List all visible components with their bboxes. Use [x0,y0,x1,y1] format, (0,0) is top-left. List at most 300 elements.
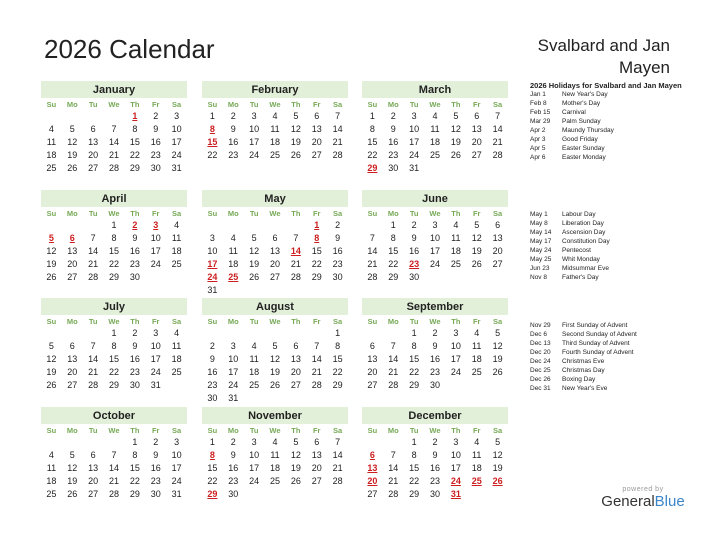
footer-brand[interactable] [588,486,698,510]
day-cell: 24 [249,150,260,160]
day-cell: 16 [409,246,420,256]
day-cell: 29 [311,272,322,282]
day-cell: 18 [450,246,461,256]
empty-cell [62,219,83,232]
day-cell: 9 [153,124,159,134]
day-cell: 14 [290,246,301,256]
weekday-label: Fr [312,426,321,435]
brand-blue: Blue [654,493,685,510]
empty-cell [145,271,166,284]
empty-cell [362,327,383,340]
month-days [202,424,348,501]
empty-cell [202,219,223,232]
day-cell: 17 [171,463,182,473]
holiday-row [530,264,705,273]
day-cell: 20 [88,476,99,486]
day-cell: 11 [430,124,440,134]
month-november [202,407,348,501]
holiday-row [530,375,705,384]
day-cell: 14 [88,246,99,256]
day-cell: 25 [450,259,461,269]
weekday-label: Th [451,317,461,326]
empty-cell [62,110,83,123]
holiday-date: Feb 15 [530,109,551,116]
holiday-date: May 1 [530,211,548,218]
weekday-label: Sa [171,317,182,326]
day-cell: 17 [150,246,161,256]
day-cell: 7 [390,450,396,460]
empty-cell [41,327,62,340]
empty-cell [306,284,327,297]
day-cell: 26 [67,489,78,499]
empty-cell [244,392,265,405]
day-cell: 17 [171,137,182,147]
empty-cell [383,327,404,340]
holiday-row [530,108,705,117]
day-cell: 27 [492,259,503,269]
weekday-label: Su [46,100,57,109]
day-cell: 26 [46,272,57,282]
empty-cell [327,392,348,405]
empty-cell [285,327,306,340]
day-cell: 9 [230,450,236,460]
day-cell: 15 [207,137,218,147]
weekday-label: Th [291,317,301,326]
day-cell: 24 [228,380,239,390]
month-header: April [41,190,187,207]
holiday-row [530,366,705,375]
day-cell: 5 [495,437,501,447]
day-cell: 28 [388,380,399,390]
weekday-label: Mo [227,209,239,218]
day-cell: 2 [153,111,159,121]
weekday-label: Sa [492,317,503,326]
day-cell: 20 [88,150,99,160]
day-cell: 26 [492,476,503,486]
day-cell: 9 [209,354,215,364]
weekday-label: We [269,209,281,218]
day-cell: 18 [429,137,440,147]
day-cell: 5 [48,341,54,351]
empty-cell [425,271,446,284]
day-cell: 16 [429,463,440,473]
holiday-row [530,348,705,357]
weekday-label: Fr [151,426,160,435]
day-cell: 10 [207,246,218,256]
day-cell: 13 [88,137,99,147]
day-cell: 18 [228,259,239,269]
day-cell: 23 [429,476,440,486]
holiday-row [530,246,705,255]
empty-cell [487,271,508,284]
day-cell: 20 [367,367,378,377]
weekday-label: We [108,100,120,109]
empty-cell [83,219,104,232]
holiday-date: Jun 23 [530,265,550,272]
day-cell: 7 [335,437,341,447]
day-cell: 30 [129,380,140,390]
day-cell: 29 [409,380,420,390]
holiday-row [530,330,705,339]
day-cell: 11 [171,341,182,351]
holiday-row [530,210,705,219]
day-cell: 24 [171,150,182,160]
weekday-label: Th [291,209,301,218]
day-cell: 10 [249,450,260,460]
day-cell: 26 [269,380,280,390]
day-cell: 23 [129,259,140,269]
day-cell: 29 [409,489,420,499]
day-cell: 15 [409,354,420,364]
day-cell: 21 [492,137,503,147]
day-cell: 27 [67,272,78,282]
day-cell: 27 [367,489,378,499]
day-cell: 4 [174,220,180,230]
weekday-label: Tu [249,209,259,218]
weekday-label: Tu [409,317,419,326]
weekday-label: Mo [387,100,399,109]
weekday-label: Fr [312,209,321,218]
holiday-row [530,90,705,99]
day-cell: 3 [153,328,159,338]
empty-cell [265,327,286,340]
day-cell: 6 [369,341,375,351]
day-cell: 14 [108,137,119,147]
weekday-label: Mo [387,426,399,435]
day-cell: 13 [367,463,378,473]
day-cell: 31 [171,489,182,499]
day-cell: 11 [228,246,238,256]
month-april [41,190,187,284]
day-cell: 21 [108,150,119,160]
weekday-label: Th [130,100,140,109]
holiday-date: Dec 20 [530,349,551,356]
day-cell: 28 [88,380,99,390]
day-cell: 1 [411,328,417,338]
day-cell: 23 [429,367,440,377]
day-cell: 3 [153,220,159,230]
day-cell: 1 [390,220,396,230]
holiday-date: Dec 6 [530,331,547,338]
day-cell: 24 [249,476,260,486]
weekday-label: We [429,100,441,109]
day-cell: 19 [492,463,503,473]
weekday-label: We [269,100,281,109]
day-cell: 9 [432,341,438,351]
day-cell: 12 [67,463,78,473]
day-cell: 28 [492,150,503,160]
day-cell: 11 [46,137,57,147]
holiday-row [530,357,705,366]
day-cell: 5 [453,111,459,121]
weekday-label: Th [130,209,140,218]
day-cell: 24 [409,150,420,160]
day-cell: 10 [450,341,461,351]
weekday-label: We [108,209,120,218]
day-cell: 6 [293,341,299,351]
day-cell: 10 [171,124,182,134]
weekday-label: Mo [66,426,78,435]
day-cell: 20 [311,463,322,473]
day-cell: 25 [471,367,482,377]
day-cell: 6 [90,450,96,460]
day-cell: 9 [432,450,438,460]
day-cell: 23 [228,150,239,160]
day-cell: 22 [108,259,119,269]
holiday-date: May 8 [530,220,548,227]
weekday-label: Tu [88,100,98,109]
day-cell: 8 [111,341,117,351]
day-cell: 20 [492,246,503,256]
day-cell: 28 [88,272,99,282]
day-cell: 15 [129,137,140,147]
day-cell: 28 [290,272,301,282]
day-cell: 17 [228,367,239,377]
day-cell: 15 [207,463,218,473]
day-cell: 3 [230,341,236,351]
day-cell: 12 [249,246,260,256]
day-cell: 16 [129,354,140,364]
day-cell: 22 [409,367,420,377]
day-cell: 12 [471,233,482,243]
day-cell: 17 [429,246,440,256]
day-cell: 2 [335,220,341,230]
weekday-label: Mo [227,426,239,435]
empty-cell [487,488,508,501]
holiday-row [530,321,705,330]
empty-cell [41,436,62,449]
day-cell: 18 [269,463,280,473]
day-cell: 25 [46,489,57,499]
empty-cell [104,436,125,449]
month-days [41,424,187,501]
month-days [41,98,187,175]
empty-cell [83,327,104,340]
day-cell: 2 [411,220,417,230]
day-cell: 29 [332,380,343,390]
weekday-label: We [108,426,120,435]
day-cell: 18 [249,367,260,377]
day-cell: 23 [207,380,218,390]
day-cell: 5 [48,233,54,243]
day-cell: 15 [129,463,140,473]
day-cell: 19 [450,137,461,147]
weekday-label: Sa [332,426,343,435]
day-cell: 11 [171,233,182,243]
empty-cell [166,271,187,284]
weekday-label: Mo [227,100,239,109]
holiday-name: Pentecost [562,247,591,254]
holiday-group [530,81,705,162]
day-cell: 3 [251,111,257,121]
day-cell: 19 [492,354,503,364]
day-cell: 30 [228,489,239,499]
day-cell: 13 [311,124,322,134]
weekday-label: Fr [312,317,321,326]
day-cell: 2 [132,220,138,230]
day-cell: 24 [150,259,161,269]
day-cell: 8 [132,450,138,460]
day-cell: 29 [129,489,140,499]
brand-logo [588,493,698,510]
day-cell: 31 [228,393,239,403]
day-cell: 21 [88,259,99,269]
day-cell: 25 [249,380,260,390]
holiday-name: Third Sunday of Advent [562,340,630,347]
day-cell: 4 [251,341,257,351]
day-cell: 10 [228,354,239,364]
empty-cell [362,219,383,232]
day-cell: 26 [290,476,301,486]
day-cell: 18 [171,354,182,364]
day-cell: 20 [290,367,301,377]
day-cell: 17 [150,354,161,364]
day-cell: 31 [450,489,461,499]
day-cell: 10 [150,341,161,351]
day-cell: 8 [132,124,138,134]
weekday-label: Su [367,100,378,109]
empty-cell [202,327,223,340]
day-cell: 8 [209,124,215,134]
day-cell: 5 [474,220,480,230]
empty-cell [244,488,265,501]
month-header: September [362,298,508,315]
weekday-label: Th [130,426,140,435]
day-cell: 9 [390,124,396,134]
month-header: March [362,81,508,98]
day-cell: 25 [228,272,239,282]
day-cell: 22 [129,476,140,486]
day-cell: 10 [450,450,461,460]
weekday-label: Su [207,426,218,435]
day-cell: 25 [471,476,482,486]
weekday-label: Su [207,317,218,326]
day-cell: 6 [314,437,320,447]
day-cell: 5 [293,111,299,121]
day-cell: 13 [471,124,482,134]
day-cell: 19 [290,463,301,473]
holiday-group [530,321,705,393]
day-cell: 22 [367,150,378,160]
day-cell: 28 [388,489,399,499]
region-name: Svalbard and Jan Mayen [537,36,670,77]
day-cell: 8 [209,450,215,460]
empty-cell [306,392,327,405]
day-cell: 7 [90,233,96,243]
day-cell: 14 [388,463,399,473]
day-cell: 20 [311,137,322,147]
holiday-name: Labour Day [562,211,596,218]
empty-cell [244,327,265,340]
empty-cell [41,110,62,123]
day-cell: 21 [332,137,343,147]
day-cell: 14 [367,246,378,256]
holiday-heading: 2026 Holidays for Svalbard and Jan Mayen [530,81,682,90]
month-september [362,298,508,392]
day-cell: 7 [314,341,320,351]
empty-cell [265,392,286,405]
month-days [362,315,508,392]
weekday-label: Sa [171,426,182,435]
holiday-date: Apr 6 [530,154,546,161]
empty-cell [244,219,265,232]
holiday-name: Father's Day [562,274,599,281]
day-cell: 2 [153,437,159,447]
holiday-date: Dec 26 [530,376,551,383]
weekday-label: Sa [332,100,343,109]
day-cell: 19 [249,259,260,269]
empty-cell [62,327,83,340]
holiday-date: May 25 [530,256,552,263]
weekday-label: Su [46,317,57,326]
day-cell: 18 [171,246,182,256]
month-march [362,81,508,175]
day-cell: 3 [174,111,180,121]
day-cell: 27 [88,489,99,499]
day-cell: 3 [453,328,459,338]
empty-cell [285,488,306,501]
month-july [41,298,187,392]
empty-cell [62,436,83,449]
day-cell: 3 [432,220,438,230]
weekday-label: Su [46,209,57,218]
holiday-name: New Year's Eve [562,385,608,392]
day-cell: 20 [269,259,280,269]
day-cell: 1 [111,328,117,338]
day-cell: 28 [108,163,119,173]
day-cell: 13 [367,354,378,364]
holiday-date: Nov 29 [530,322,551,329]
day-cell: 10 [429,233,440,243]
day-cell: 28 [332,150,343,160]
month-header: June [362,190,508,207]
holiday-name: Carnival [562,109,586,116]
day-cell: 18 [46,150,57,160]
day-cell: 30 [388,163,399,173]
day-cell: 6 [272,233,278,243]
month-header: May [202,190,348,207]
day-cell: 17 [409,137,420,147]
month-header: February [202,81,348,98]
day-cell: 2 [230,111,236,121]
day-cell: 21 [388,476,399,486]
holiday-name: Midsummar Eve [562,265,609,272]
day-cell: 12 [290,450,301,460]
day-cell: 17 [249,137,260,147]
holiday-name: Easter Monday [562,154,606,161]
empty-cell [487,162,508,175]
holiday-row [530,273,705,282]
day-cell: 2 [390,111,396,121]
day-cell: 19 [46,367,57,377]
weekday-label: Fr [151,317,160,326]
day-cell: 19 [269,367,280,377]
day-cell: 26 [471,259,482,269]
day-cell: 21 [311,367,322,377]
empty-cell [425,162,446,175]
day-cell: 12 [46,246,57,256]
day-cell: 7 [111,124,117,134]
empty-cell [327,488,348,501]
day-cell: 7 [293,233,299,243]
day-cell: 24 [429,259,440,269]
weekday-label: We [429,426,441,435]
day-cell: 16 [228,463,239,473]
holiday-name: First Sunday of Advent [562,322,628,329]
empty-cell [466,379,487,392]
day-cell: 25 [46,163,57,173]
weekday-label: Tu [88,317,98,326]
